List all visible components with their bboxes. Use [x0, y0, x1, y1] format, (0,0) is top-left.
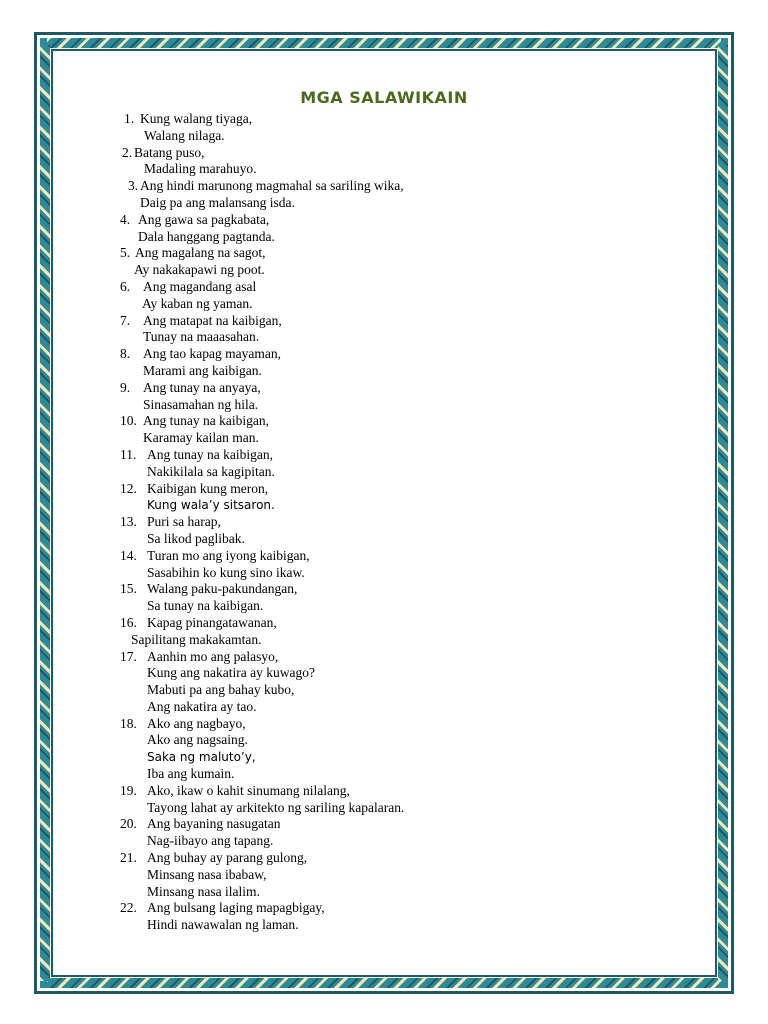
list-item: [0, 128, 768, 145]
list-item: [0, 464, 768, 481]
list-item: [0, 195, 768, 212]
item-text: Kung wala’y sitsaron.: [147, 498, 275, 513]
item-text: Ako ang nagbayo,: [147, 715, 246, 731]
item-number: 6.: [120, 278, 131, 294]
item-text: Puri sa harap,: [147, 514, 221, 530]
list-item: [0, 867, 768, 884]
list-item: [0, 766, 768, 783]
list-item: [0, 833, 768, 850]
item-text: Iba ang kumain.: [147, 766, 235, 782]
item-text: Ay nakakapawi ng poot.: [134, 262, 265, 278]
item-text: Sapilitang makakamtan.: [131, 631, 262, 647]
list-item: [0, 900, 768, 917]
list-item: [0, 430, 768, 447]
item-text: Batang puso,: [134, 144, 205, 160]
item-text: Kaibigan kung meron,: [147, 480, 269, 496]
item-text: Walang nilaga.: [144, 127, 225, 143]
item-number: 12.: [120, 480, 137, 496]
list-item: [0, 245, 768, 262]
list-item: [0, 161, 768, 178]
item-number: 21.: [120, 850, 137, 866]
list-item: [0, 850, 768, 867]
item-number: 4.: [120, 211, 131, 227]
list-item: [0, 732, 768, 749]
item-text: Ang matapat na kaibigan,: [143, 312, 282, 328]
list-item: [0, 884, 768, 901]
list-item: [0, 262, 768, 279]
item-number: 2.: [122, 144, 133, 160]
item-text: Nag-iibayo ang tapang.: [147, 833, 274, 849]
item-number: 20.: [120, 816, 137, 832]
item-text: Madaling marahuyo.: [144, 161, 257, 177]
list-item: [0, 363, 768, 380]
item-text: Ang tunay na anyaya,: [143, 379, 261, 395]
item-text: Dala hanggang pagtanda.: [138, 228, 275, 244]
item-number: 16.: [120, 614, 137, 630]
list-item: [0, 212, 768, 229]
item-text: Kung walang tiyaga,: [140, 111, 253, 126]
border-pattern-top: [47, 38, 721, 48]
item-text: Aanhin mo ang palasyo,: [147, 648, 279, 664]
item-number: 11.: [120, 446, 137, 462]
item-number: 14.: [120, 547, 137, 563]
list-item: [0, 716, 768, 733]
list-item: [0, 565, 768, 582]
item-number: 3.: [128, 178, 139, 194]
item-text: Ang bayaning nasugatan: [147, 816, 281, 832]
item-number: 8.: [120, 346, 131, 362]
item-number: 5.: [120, 245, 131, 261]
list-item: [0, 665, 768, 682]
item-text: Sa tunay na kaibigan.: [147, 598, 264, 614]
list-item: [0, 816, 768, 833]
item-text: Ang magalang na sagot,: [135, 245, 266, 261]
list-item: [0, 917, 768, 934]
list-item: [0, 279, 768, 296]
item-text: Minsang nasa ilalim.: [147, 883, 260, 899]
item-text: Marami ang kaibigan.: [143, 362, 262, 378]
item-number: 22.: [120, 900, 137, 916]
list-item: [0, 481, 768, 498]
item-text: Tunay na maaasahan.: [143, 329, 260, 345]
item-number: 19.: [120, 782, 137, 798]
item-text: Ang nakatira ay tao.: [147, 698, 257, 714]
item-text: Kung ang nakatira ay kuwago?: [147, 665, 315, 681]
list-item: [0, 296, 768, 313]
item-text: Kapag pinangatawanan,: [147, 614, 277, 630]
item-text: Mabuti pa ang bahay kubo,: [147, 682, 295, 698]
list-item: [0, 632, 768, 649]
list-item: [0, 615, 768, 632]
list-item: [0, 346, 768, 363]
list-item: [0, 111, 768, 128]
item-text: Nakikilala sa kagipitan.: [147, 463, 275, 479]
list-item: [0, 145, 768, 162]
item-text: Ang tunay na kaibigan,: [143, 413, 269, 429]
item-text: Turan mo ang iyong kaibigan,: [147, 547, 310, 563]
list-item: [0, 229, 768, 246]
item-text: Ang magandang asal: [143, 278, 257, 294]
list-item: [0, 649, 768, 666]
item-text: Ako ang nagsaing.: [147, 732, 248, 748]
list-item: [0, 749, 768, 766]
proverb-list: [0, 111, 768, 934]
item-text: Hindi nawawalan ng laman.: [147, 917, 299, 933]
item-number: 18.: [120, 715, 137, 731]
item-number: 7.: [120, 312, 131, 328]
item-text: Walang paku-pakundangan,: [147, 581, 298, 597]
item-text: Ay kaban ng yaman.: [142, 295, 253, 311]
item-text: Ako, ikaw o kahit sinumang nilalang,: [147, 782, 350, 798]
item-number: 13.: [120, 514, 137, 530]
item-text: Ang tunay na kaibigan,: [147, 446, 273, 462]
item-text: Ang bulsang laging mapagbigay,: [147, 900, 325, 916]
list-item: [0, 531, 768, 548]
item-text: Karamay kailan man.: [143, 430, 259, 446]
list-item: [0, 783, 768, 800]
item-text: Minsang nasa ibabaw,: [147, 866, 267, 882]
item-number: 17.: [120, 648, 137, 664]
border-pattern-bottom: [47, 978, 721, 988]
list-item: [0, 682, 768, 699]
page-title: MGA SALAWIKAIN: [300, 88, 468, 107]
item-text: Tayong lahat ay arkitekto ng sariling kapalaran.: [147, 799, 405, 815]
item-text: Ang tao kapag mayaman,: [143, 346, 281, 362]
list-item: [0, 413, 768, 430]
list-item: [0, 548, 768, 565]
list-item: [0, 447, 768, 464]
list-item: [0, 329, 768, 346]
item-text: Sasabihin ko kung sino ikaw.: [147, 564, 305, 580]
item-number: 9.: [120, 379, 131, 395]
list-item: [0, 380, 768, 397]
list-item: [0, 313, 768, 330]
item-text: Ang buhay ay parang gulong,: [147, 850, 308, 866]
list-item: [0, 598, 768, 615]
item-text: Saka ng maluto’y,: [147, 750, 256, 765]
item-text: Ang gawa sa pagkabata,: [138, 211, 270, 227]
item-text: Ang hindi marunong magmahal sa sariling wika,: [140, 178, 404, 194]
item-text: Daig pa ang malansang isda.: [140, 194, 295, 210]
item-number: 1.: [124, 111, 135, 126]
item-number: 15.: [120, 581, 137, 597]
list-item: [0, 514, 768, 531]
list-item: [0, 581, 768, 598]
list-item: [0, 699, 768, 716]
item-text: Sinasamahan ng hila.: [143, 396, 259, 412]
item-number: 10.: [120, 413, 137, 429]
item-text: Sa likod paglibak.: [147, 530, 245, 546]
list-item: [0, 497, 768, 514]
list-item: [0, 397, 768, 414]
list-item: [0, 800, 768, 817]
list-item: [0, 178, 768, 195]
